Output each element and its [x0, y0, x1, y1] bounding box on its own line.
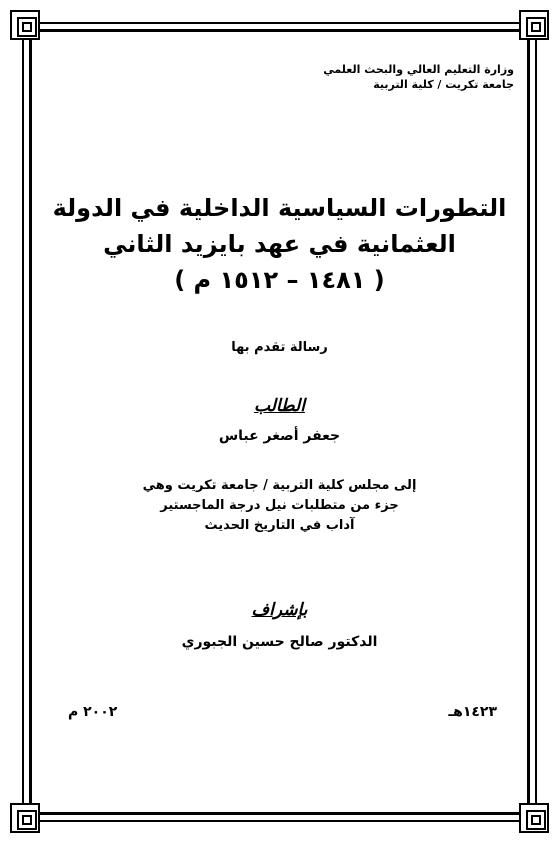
description-line-2: جزء من متطلبات نيل درجة الماجستير: [160, 498, 399, 513]
ministry-name: وزارة التعليم العالي والبحث العلمي: [323, 63, 514, 76]
title-line-2: العثمانية في عهد بايزيد الثاني: [103, 230, 456, 258]
description-line-1: إلى مجلس كلية التربية / جامعة تكريت وهي: [142, 478, 417, 493]
thesis-submitted-label: رسالة تقدم بها: [231, 340, 328, 355]
supervision-label: بإشراف: [251, 600, 308, 620]
corner-ornament-bottom-left: [10, 803, 40, 833]
corner-ornament-top-right: [519, 10, 549, 40]
gregorian-date: ٢٠٠٢ م: [68, 704, 118, 720]
student-name: جعفر أصغر عباس: [218, 428, 341, 444]
institution-header: [323, 62, 514, 92]
thesis-title: [40, 190, 519, 298]
hijri-date: ١٤٢٣هـ: [448, 704, 497, 720]
description-line-3: آداب في التاريخ الحديث: [204, 518, 355, 533]
submission-description: [60, 476, 499, 536]
title-line-3: ( ١٤٨١ – ١٥١٢ م ): [174, 266, 385, 294]
supervisor-name: الدكتور صالح حسين الجبوري: [181, 634, 378, 650]
student-label: الطالب: [254, 396, 305, 416]
university-name: جامعة تكريت / كلية التربية: [373, 78, 514, 91]
corner-ornament-top-left: [10, 10, 40, 40]
corner-ornament-bottom-right: [519, 803, 549, 833]
inner-border: [29, 29, 530, 815]
title-line-1: التطورات السياسية الداخلية في الدولة: [52, 194, 507, 222]
